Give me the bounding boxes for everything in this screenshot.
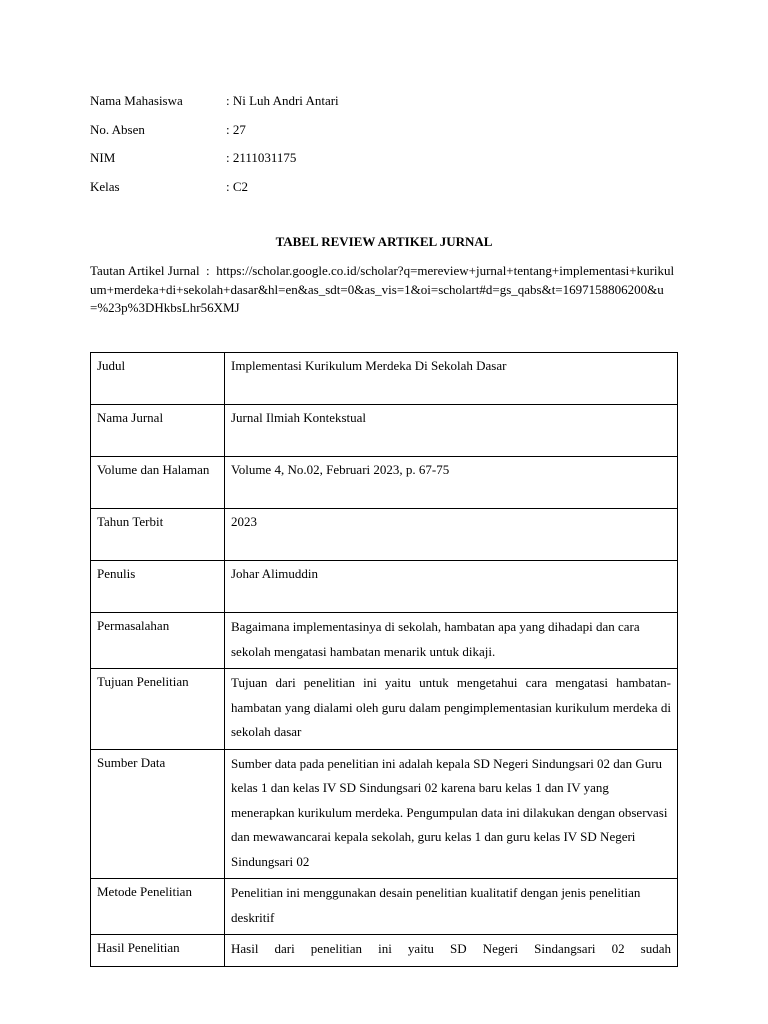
info-label: Nama Mahasiswa: [90, 93, 183, 108]
student-info: [90, 93, 339, 207]
row-key: Judul: [91, 353, 225, 405]
row-key: Hasil Penelitian: [91, 935, 225, 967]
table-row-judul: [91, 353, 678, 405]
info-label: NIM: [90, 150, 116, 165]
row-key: Metode Penelitian: [91, 879, 225, 935]
info-row-kelas: [90, 179, 339, 208]
row-key: Tujuan Penelitian: [91, 669, 225, 750]
row-key: Penulis: [91, 561, 225, 613]
info-label: Kelas: [90, 178, 120, 194]
info-value: : 2111031175: [226, 150, 297, 165]
row-value: Implementasi Kurikulum Merdeka Di Sekolah Dasar: [225, 353, 678, 405]
table-row-tujuan: [91, 669, 678, 750]
table-row-nama-jurnal: [91, 405, 678, 457]
article-link-label: Tautan Artikel Jurnal :: [90, 263, 217, 278]
row-key: Sumber Data: [91, 749, 225, 879]
row-value: Sumber data pada penelitian ini adalah kepala SD Negeri Sindungsari 02 dan Guru kelas 1 dan kelas IV SD Sindungsari 02 karena baru kelas 1 dan IV yang menerapkan kurikulum merdeka. Pengumpulan data ini dilakukan dengan observasi dan mewawancarai kepala sekolah, guru kelas 1 dan guru kelas IV SD Negeri Sindungsari 02: [225, 749, 678, 879]
row-key: Tahun Terbit: [91, 509, 225, 561]
row-key: Permasalahan: [91, 613, 225, 669]
info-value: : 27: [226, 121, 246, 137]
info-row-absen: [90, 122, 339, 151]
table-row-penulis: [91, 561, 678, 613]
row-value: Penelitian ini menggunakan desain penelitian kualitatif dengan jenis penelitian deskritif: [225, 879, 678, 935]
review-table: [90, 352, 678, 967]
table-row-sumber: [91, 749, 678, 879]
row-value: Tujuan dari penelitian ini yaitu untuk mengetahui cara mengatasi hambatan-hambatan yang dialami oleh guru dalam pengimplementasian kurikulum merdeka di sekolah dasar: [225, 669, 678, 750]
info-value: : Ni Luh Andri Antari: [226, 93, 339, 108]
article-link-block: [90, 262, 680, 318]
info-value: : C2: [226, 178, 249, 194]
table-row-metode: [91, 879, 678, 935]
table-row-tahun: [91, 509, 678, 561]
row-value: Jurnal Ilmiah Kontekstual: [225, 405, 678, 457]
info-row-nama: [90, 93, 339, 122]
info-label: No. Absen: [90, 121, 145, 137]
row-value: 2023: [225, 509, 678, 561]
row-value: Hasil dari penelitian ini yaitu SD Negeri Sindangsari 02 sudah: [225, 935, 678, 967]
table-row-volume: [91, 457, 678, 509]
info-row-nim: [90, 150, 339, 179]
row-value: Volume 4, No.02, Februari 2023, p. 67-75: [225, 457, 678, 509]
table-row-hasil: [91, 935, 678, 967]
table-row-permasalahan: [91, 613, 678, 669]
document-title: TABEL REVIEW ARTIKEL JURNAL: [275, 234, 493, 249]
row-key: Volume dan Halaman: [91, 457, 225, 509]
article-link-url[interactable]: https://scholar.google.co.id/scholar?q=mereview+jurnal+tentang+implementasi+kurikulum+merdeka+di+sekolah+dasar&hl=en&as_sdt=0&as_vis=1&oi=scholart#d=gs_qabs&t=1697158806200&u=%23p%3DHkbsLhr56XMJ: [90, 263, 675, 315]
row-key: Nama Jurnal: [91, 405, 225, 457]
row-value: Bagaimana implementasinya di sekolah, hambatan apa yang dihadapi dan cara sekolah mengatasi hambatan menarik untuk dikaji.: [225, 613, 678, 669]
row-value: Johar Alimuddin: [225, 561, 678, 613]
